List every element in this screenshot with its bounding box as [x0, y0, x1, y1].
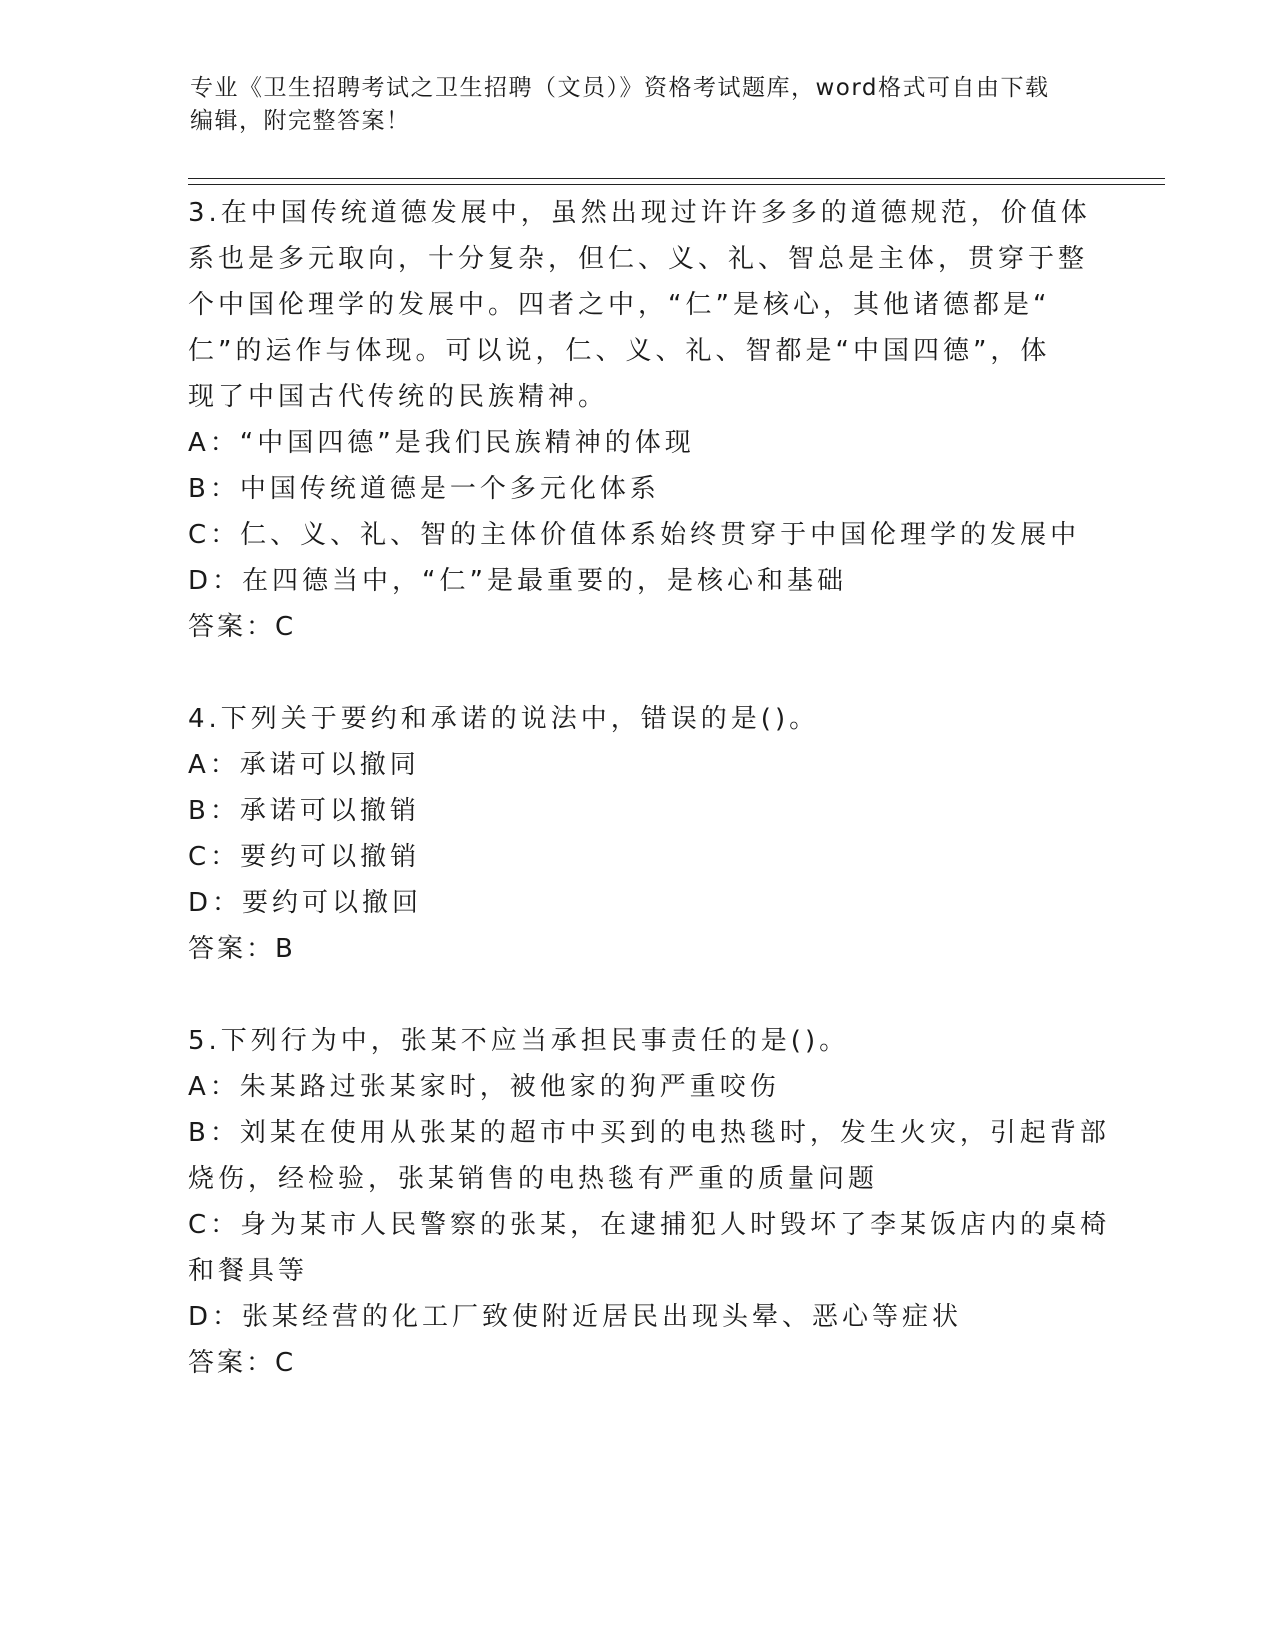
question-block	[188, 696, 1088, 972]
answer-line: 答案：C	[188, 1348, 297, 1378]
option-d: D：在四德当中，“仁”是最重要的，是核心和基础	[188, 566, 847, 596]
option-a: A：“中国四德”是我们民族精神的体现	[188, 428, 695, 458]
option-d: D：张某经营的化工厂致使附近居民出现头晕、恶心等症状	[188, 1302, 963, 1332]
header-divider	[188, 184, 1165, 185]
question-block	[188, 1018, 1111, 1386]
question-stem-line: 现了中国古代传统的民族精神。	[188, 382, 609, 412]
option-b: B：承诺可以撤销	[188, 796, 420, 826]
option-c: C：要约可以撤销	[188, 842, 421, 872]
question-stem-line: 5.下列行为中，张某不应当承担民事责任的是()。	[188, 1026, 850, 1056]
question-stem-line: 仁”的运作与体现。可以说，仁、义、礼、智都是“中国四德”，体	[188, 336, 1051, 366]
option-a: A：朱某路过张某家时，被他家的狗严重咬伤	[188, 1072, 780, 1102]
answer-line: 答案：B	[188, 934, 296, 964]
question-block	[188, 190, 1091, 650]
question-list	[188, 190, 1111, 1386]
header-line: 编辑，附完整答案！	[190, 108, 411, 134]
option-b-continued: 烧伤，经检验，张某销售的电热毯有严重的质量问题	[188, 1164, 879, 1194]
option-d: D：要约可以撤回	[188, 888, 423, 918]
question-stem-line: 个中国伦理学的发展中。四者之中，“仁”是核心，其他诸德都是“	[188, 290, 1051, 320]
header-line: 专业《卫生招聘考试之卫生招聘（文员）》资格考试题库，word格式可自由下载	[190, 75, 1050, 101]
option-c-continued: 和餐具等	[188, 1256, 309, 1286]
question-stem-line: 系也是多元取向，十分复杂，但仁、义、礼、智总是主体，贯穿于整	[188, 244, 1089, 274]
option-b: B：中国传统道德是一个多元化体系	[188, 474, 660, 504]
option-a: A：承诺可以撤同	[188, 750, 420, 780]
spacer	[188, 650, 1088, 696]
question-stem-line: 3.在中国传统道德发展中，虽然出现过许许多多的道德规范，价值体	[188, 198, 1091, 228]
option-c: C：仁、义、礼、智的主体价值体系始终贯穿于中国伦理学的发展中	[188, 520, 1081, 550]
header-divider	[188, 178, 1165, 179]
document-header	[190, 72, 1090, 138]
spacer	[188, 972, 1088, 1018]
question-stem-line: 4.下列关于要约和承诺的说法中，错误的是()。	[188, 704, 820, 734]
answer-line: 答案：C	[188, 612, 297, 642]
option-b: B：刘某在使用从张某的超市中买到的电热毯时，发生火灾，引起背部	[188, 1118, 1110, 1148]
option-c: C：身为某市人民警察的张某，在逮捕犯人时毁坏了李某饭店内的桌椅	[188, 1210, 1111, 1240]
